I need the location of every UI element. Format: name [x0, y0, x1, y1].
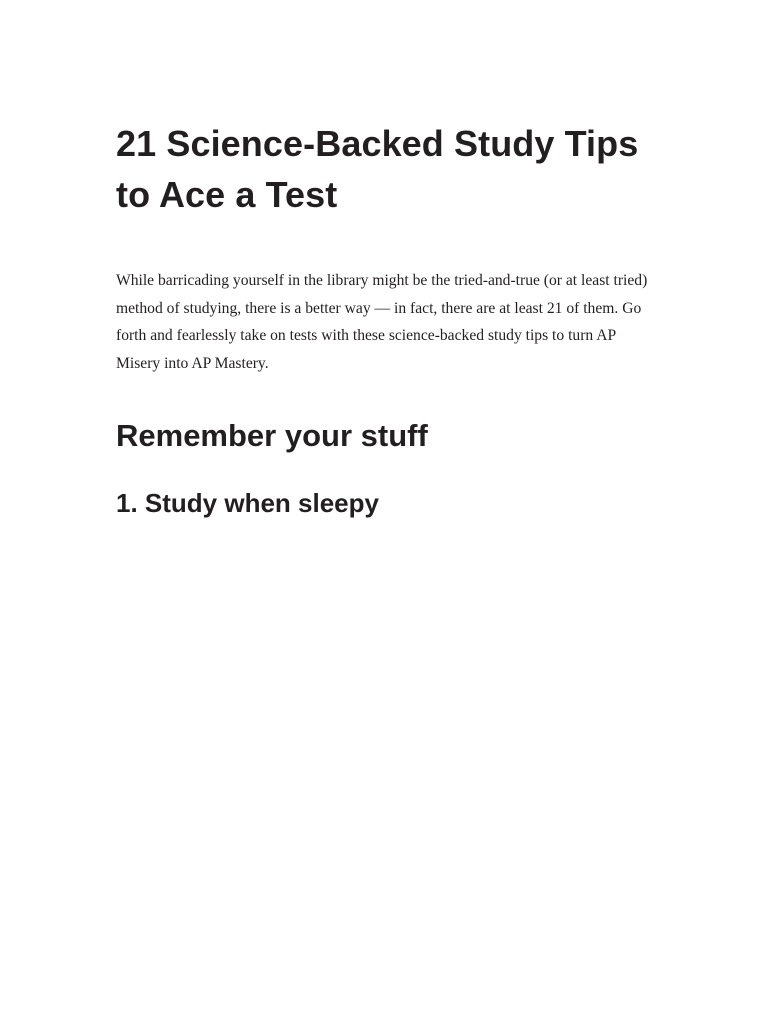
document-page	[116, 118, 656, 520]
intro-paragraph: While barricading yourself in the library might be the tried-and-true (or at least tried) method of studying, there is a better way — in fact, there are at least 21 of them. Go forth and fearlessly take on tests with these science-backed study tips to turn AP Misery into AP Mastery.	[116, 272, 648, 372]
subsection-heading: 1. Study when sleepy	[116, 488, 379, 518]
section-heading: Remember your stuff	[116, 418, 428, 453]
article-title: 21 Science-Backed Study Tips to Ace a Test	[116, 123, 639, 215]
